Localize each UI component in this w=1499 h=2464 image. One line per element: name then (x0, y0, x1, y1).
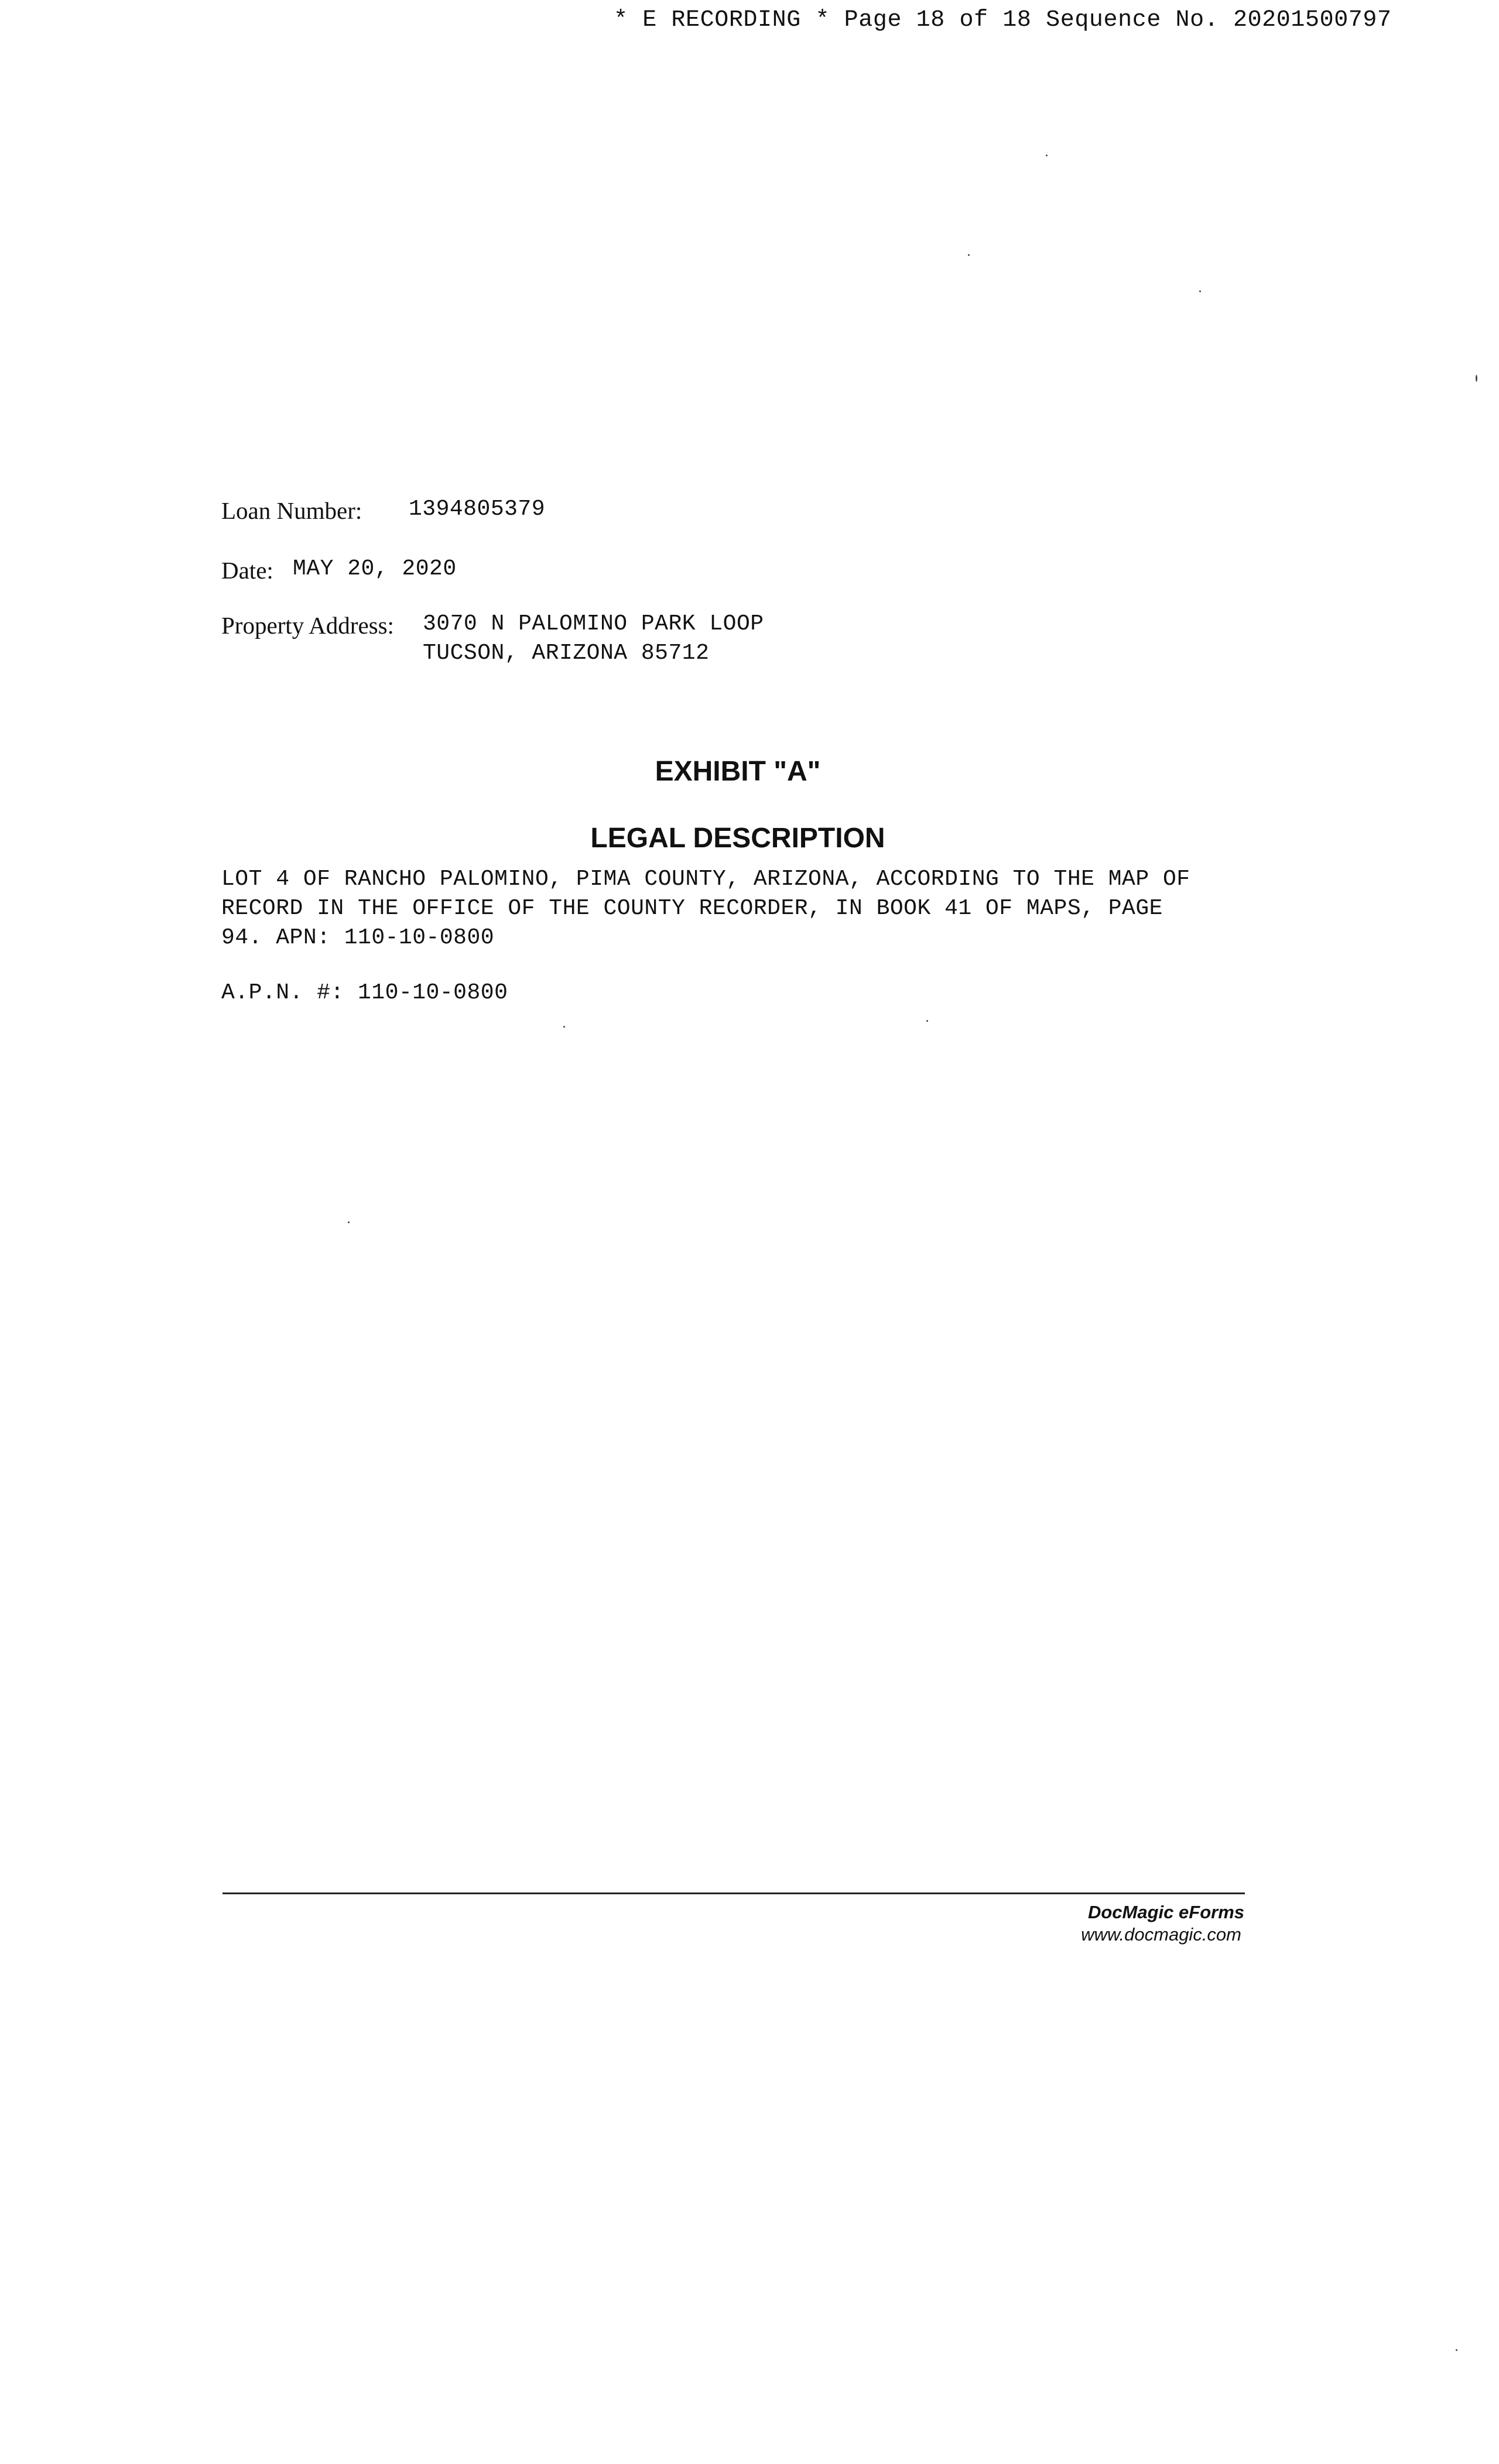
scan-speck (1199, 290, 1201, 292)
legal-description-line: LOT 4 OF RANCHO PALOMINO, PIMA COUNTY, ARIZONA, ACCORDING TO THE MAP OF (221, 867, 1190, 892)
date-label: Date: (221, 557, 273, 584)
legal-description-line: RECORD IN THE OFFICE OF THE COUNTY RECORDER, IN BOOK 41 OF MAPS, PAGE (221, 896, 1163, 921)
apn-line: A.P.N. #: 110-10-0800 (221, 980, 508, 1005)
property-address-line-2: TUCSON, ARIZONA 85712 (423, 641, 710, 666)
scan-speck (1046, 155, 1048, 156)
scan-speck (968, 254, 970, 256)
footer-url: www.docmagic.com (1081, 1924, 1241, 1945)
exhibit-title: EXHIBIT "A" (655, 756, 821, 787)
scan-speck (1476, 375, 1477, 382)
property-address-line-1: 3070 N PALOMINO PARK LOOP (423, 611, 764, 636)
legal-description-line: 94. APN: 110-10-0800 (221, 925, 495, 950)
loan-number-value: 1394805379 (409, 497, 546, 522)
scan-speck (348, 1221, 350, 1223)
footer-divider (223, 1893, 1245, 1894)
scan-speck (1456, 2349, 1457, 2351)
loan-number-label: Loan Number: (221, 497, 362, 524)
legal-description-heading: LEGAL DESCRIPTION (590, 823, 885, 854)
scan-speck (563, 1026, 565, 1028)
scan-speck (926, 1020, 928, 1022)
footer-brand-logo: DocMagic eForms (1087, 1902, 1244, 1922)
recording-header: * E RECORDING * Page 18 of 18 Sequence No. 20201500797 (614, 7, 1392, 33)
property-address-label: Property Address: (221, 612, 394, 639)
date-value: MAY 20, 2020 (293, 556, 457, 581)
